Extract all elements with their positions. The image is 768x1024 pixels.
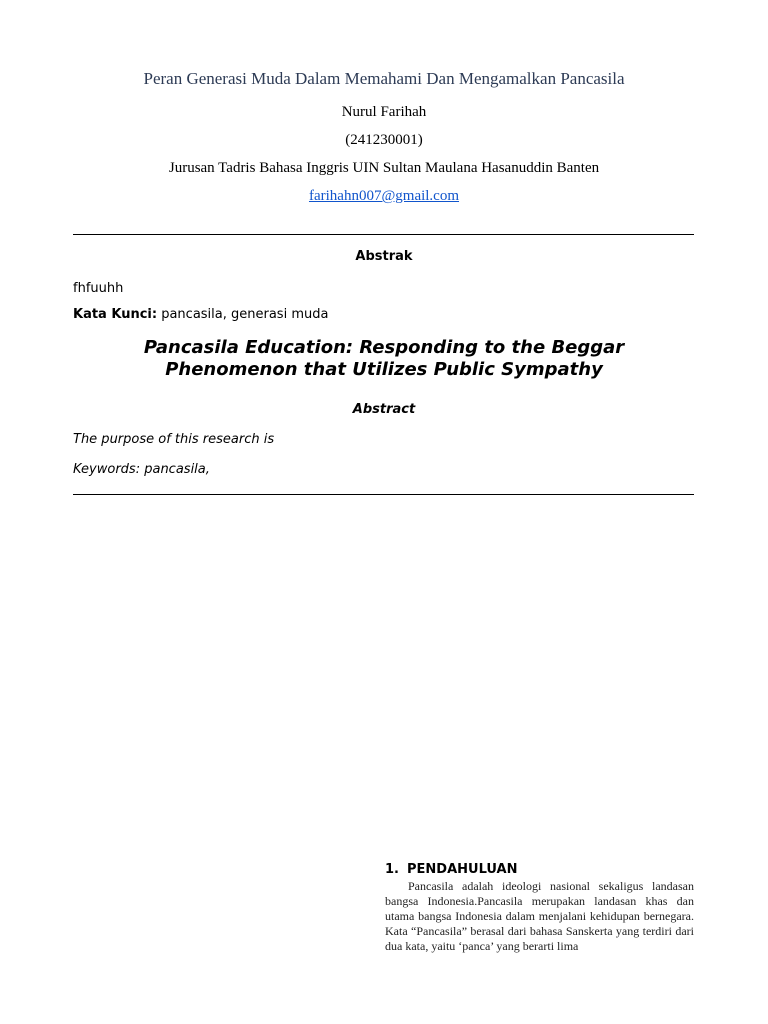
email-link[interactable]: farihahn007@gmail.com [308, 188, 460, 204]
section-number: 1. [385, 862, 399, 877]
english-title-text: Pancasila Education: Responding to the Beggar Phenomenon that Utilizes Public Sympathy [143, 337, 625, 380]
abstract-en-heading: Abstract [352, 402, 416, 417]
section-body: Pancasila adalah ideologi nasional sekaligus landasan bangsa Indonesia.Pancasila merupakan landasan khas dan utama bangsa Indonesia dalam menjalani kehidupan bernegara. Kata “Pancasila” berasal dari bahasa Sanskerta yang terdiri dari dua kata, yaitu ‘panca’ yang berarti lima [385, 879, 694, 953]
section-title: PENDAHULUAN [407, 862, 518, 877]
abstract-en-body: The purpose of this research is [73, 432, 275, 447]
paper-title: Peran Generasi Muda Dalam Memahami Dan Mengamalkan Pancasila [143, 69, 625, 88]
student-id: (241230001) [345, 132, 423, 148]
keywords-id-value: pancasila, generasi muda [157, 307, 329, 322]
author-name: Nurul Farihah [341, 104, 427, 120]
affiliation: Jurusan Tadris Bahasa Inggris UIN Sultan Maulana Hasanuddin Banten [168, 160, 600, 176]
abstract-id-body: fhfuuhh [73, 281, 124, 296]
keywords-id [73, 307, 328, 322]
section-heading [385, 862, 694, 877]
section-pendahuluan [385, 0, 694, 954]
keywords-en: Keywords: pancasila, [73, 462, 210, 477]
abstract-id-heading: Abstrak [355, 249, 413, 264]
keywords-id-label: Kata Kunci: [73, 307, 158, 322]
